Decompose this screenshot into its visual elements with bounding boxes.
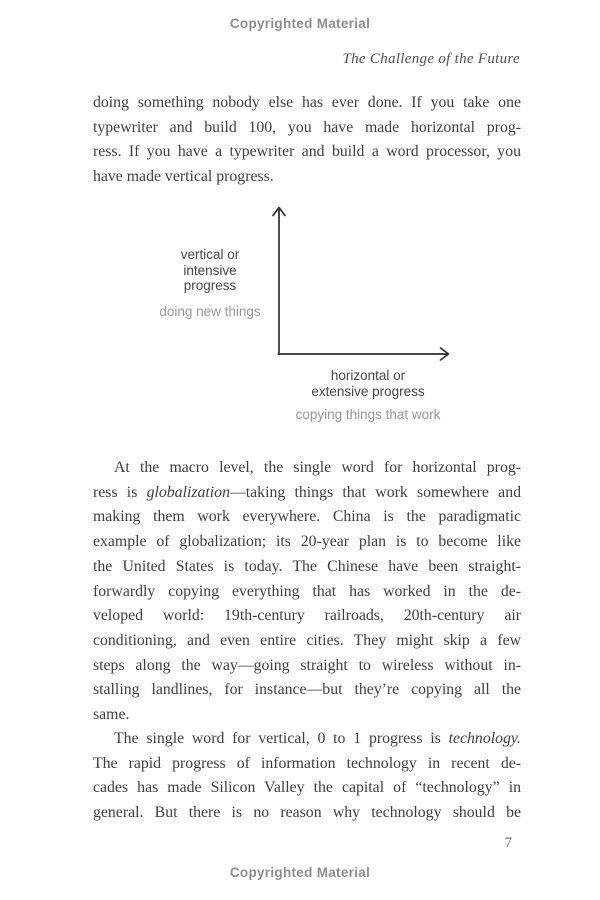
progress-axes-diagram bbox=[93, 200, 521, 435]
running-header-title: The Challenge of the Future bbox=[342, 51, 520, 67]
text-run: making them work everywhere. China is the paradigmatic bbox=[93, 508, 521, 526]
text-run: doing something nobody else has ever done. If you take one bbox=[93, 94, 521, 111]
y-axis-label-line: intensive bbox=[183, 262, 237, 278]
text-run: have made vertical progress. bbox=[93, 168, 274, 186]
text-run: the United States is today. The Chinese have been straight- bbox=[93, 557, 521, 575]
text-run: The single word for vertical, 0 to 1 progress is bbox=[114, 730, 449, 747]
text-run: —taking things that work somewhere and bbox=[229, 483, 521, 501]
text-run: typewriter and build 100, you have made horizontal prog- bbox=[93, 118, 521, 136]
text-run: forwardly copying everything that has worked in the de- bbox=[93, 582, 521, 600]
italic-text-run: technology. bbox=[448, 730, 521, 747]
text-line bbox=[93, 165, 521, 190]
text-run: At the macro level, the single word for horizontal prog- bbox=[114, 459, 521, 476]
text-line bbox=[93, 91, 521, 116]
text-line bbox=[93, 629, 521, 654]
text-line bbox=[93, 703, 521, 728]
page-number: 7 bbox=[504, 835, 512, 851]
paragraph bbox=[93, 456, 521, 728]
text-line bbox=[93, 752, 521, 777]
text-run: conditioning, and even entire cities. They might skip a few bbox=[93, 631, 521, 649]
y-axis-sublabel: doing new things bbox=[159, 304, 261, 319]
x-axis-label-line: extensive progress bbox=[311, 383, 425, 399]
text-line bbox=[93, 801, 521, 826]
text-run: steps along the way—going straight to wireless without in- bbox=[93, 656, 521, 674]
text-run: same. bbox=[93, 706, 130, 724]
x-axis-sublabel: copying things that work bbox=[295, 407, 441, 422]
y-axis-label-line: progress bbox=[183, 278, 237, 293]
text-line bbox=[93, 654, 521, 679]
text-line bbox=[93, 116, 521, 141]
text-line bbox=[93, 776, 521, 801]
text-run: stalling landlines, for instance—but they’re copying all the bbox=[93, 681, 521, 699]
copyright-banner-top: Copyrighted Material bbox=[229, 16, 371, 31]
text-line bbox=[93, 505, 521, 530]
text-run: The rapid progress of information technology in recent de- bbox=[93, 754, 521, 772]
text-run: example of globalization; its 20-year plan is to become like bbox=[93, 533, 521, 551]
paragraph bbox=[93, 727, 521, 826]
text-run: veloped world: 19th-century railroads, 20th-century air bbox=[93, 607, 521, 625]
text-line bbox=[93, 481, 521, 506]
text-line bbox=[93, 580, 521, 605]
text-line bbox=[93, 604, 521, 629]
text-run: cades has made Silicon Valley the capital of “technology” in bbox=[93, 779, 521, 797]
text-run: general. But there is no reason why technology should be bbox=[93, 804, 521, 822]
paragraph bbox=[93, 91, 521, 190]
text-line bbox=[93, 678, 521, 703]
text-line bbox=[93, 555, 521, 580]
text-line bbox=[93, 727, 521, 752]
text-line bbox=[93, 456, 521, 481]
text-run: ress is bbox=[93, 483, 147, 501]
text-line bbox=[93, 530, 521, 555]
y-axis-label bbox=[125, 247, 295, 294]
copyright-banner-bottom: Copyrighted Material bbox=[229, 865, 371, 880]
italic-text-run: globalization bbox=[146, 483, 230, 501]
text-line bbox=[93, 140, 521, 165]
x-axis-label-line: horizontal or bbox=[330, 368, 406, 383]
y-axis-label-line: vertical or bbox=[180, 247, 240, 262]
x-axis-label bbox=[258, 368, 478, 399]
text-run: ress. If you have a typewriter and build a word processor, you bbox=[93, 143, 521, 161]
